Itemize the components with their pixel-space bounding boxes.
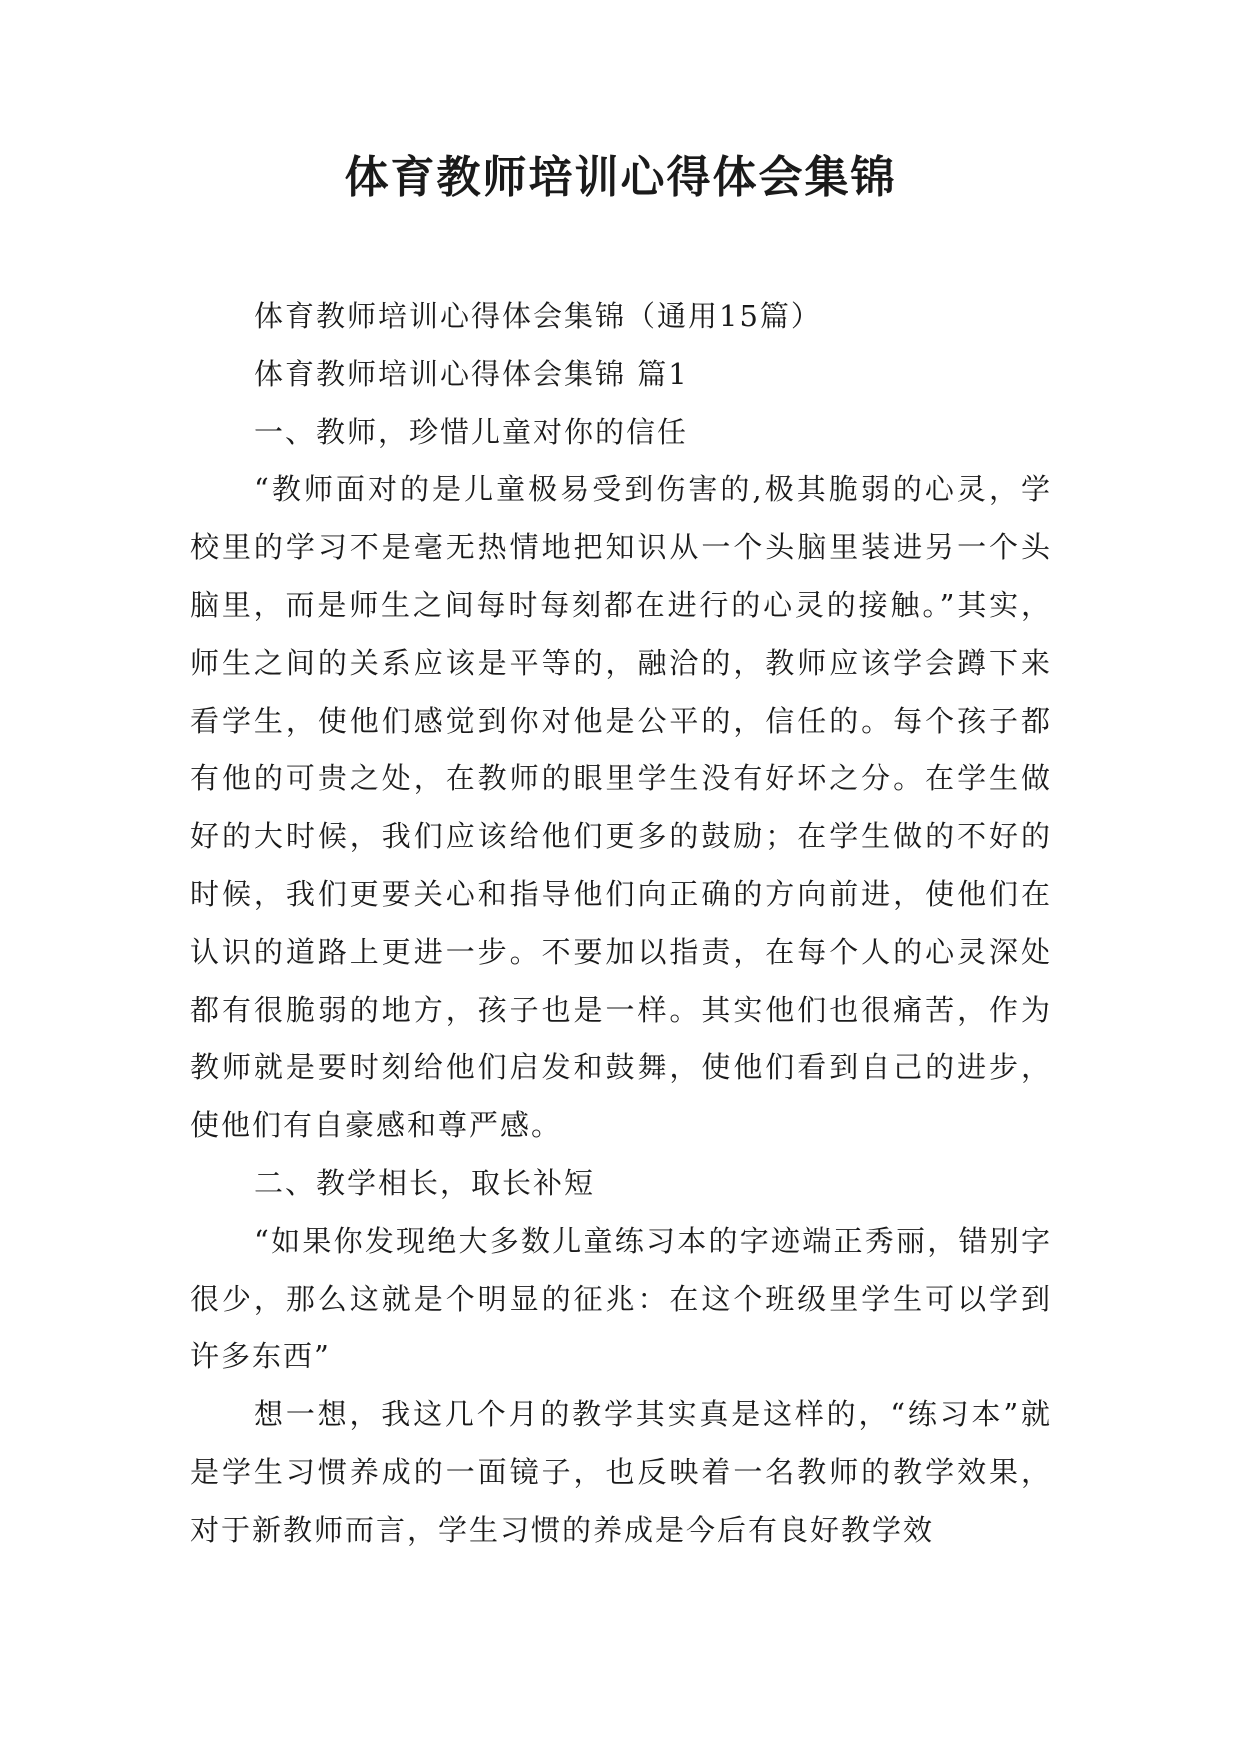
paragraph-body-1: “教师面对的是儿童极易受到伤害的,极其脆弱的心灵，学校里的学习不是毫无热情地把知识从一个头脑里装进另一个头脑里，而是师生之间每时每刻都在进行的心灵的接触。”其实，师生之间的关系应该是平等的，融洽的，教师应该学会蹲下来看学生，使他们感觉到你对他是公平的，信任的。每个孩子都有他的可贵之处，在教师的眼里学生没有好坏之分。在学生做好的大时候，我们应该给他们更多的鼓励；在学生做的不好的时候，我们更要关心和指导他们向正确的方向前进，使他们在认识的道路上更进一步。不要加以指责，在每个人的心灵深处都有很脆弱的地方，孩子也是一样。其实他们也很痛苦，作为教师就是要时刻给他们启发和鼓舞，使他们看到自己的进步，使他们有自豪感和尊严感。 bbox=[190, 472, 1052, 1143]
paragraph-body-3: 想一想，我这几个月的教学其实真是这样的，“练习本”就是学生习惯养成的一面镜子，也反映着一名教师的教学效果，对于新教师而言，学生习惯的养成是今后有良好教学效 bbox=[190, 1397, 1052, 1547]
document-body bbox=[190, 288, 1052, 1560]
paragraph-subtitle: 体育教师培训心得体会集锦（通用15篇） bbox=[254, 299, 822, 333]
paragraph-heading-1: 一、教师，珍惜儿童对你的信任 bbox=[254, 414, 689, 449]
paragraph-heading-2: 二、教学相长，取长补短 bbox=[254, 1165, 596, 1200]
paragraph-section-heading: 体育教师培训心得体会集锦 篇1 bbox=[254, 356, 689, 391]
paragraph-body-2: “如果你发现绝大多数儿童练习本的字迹端正秀丽，错别字很少，那么这就是个明显的征兆：在这个班级里学生可以学到许多东西” bbox=[190, 1223, 1052, 1374]
document-title: 体育教师培训心得体会集锦 bbox=[344, 152, 897, 203]
